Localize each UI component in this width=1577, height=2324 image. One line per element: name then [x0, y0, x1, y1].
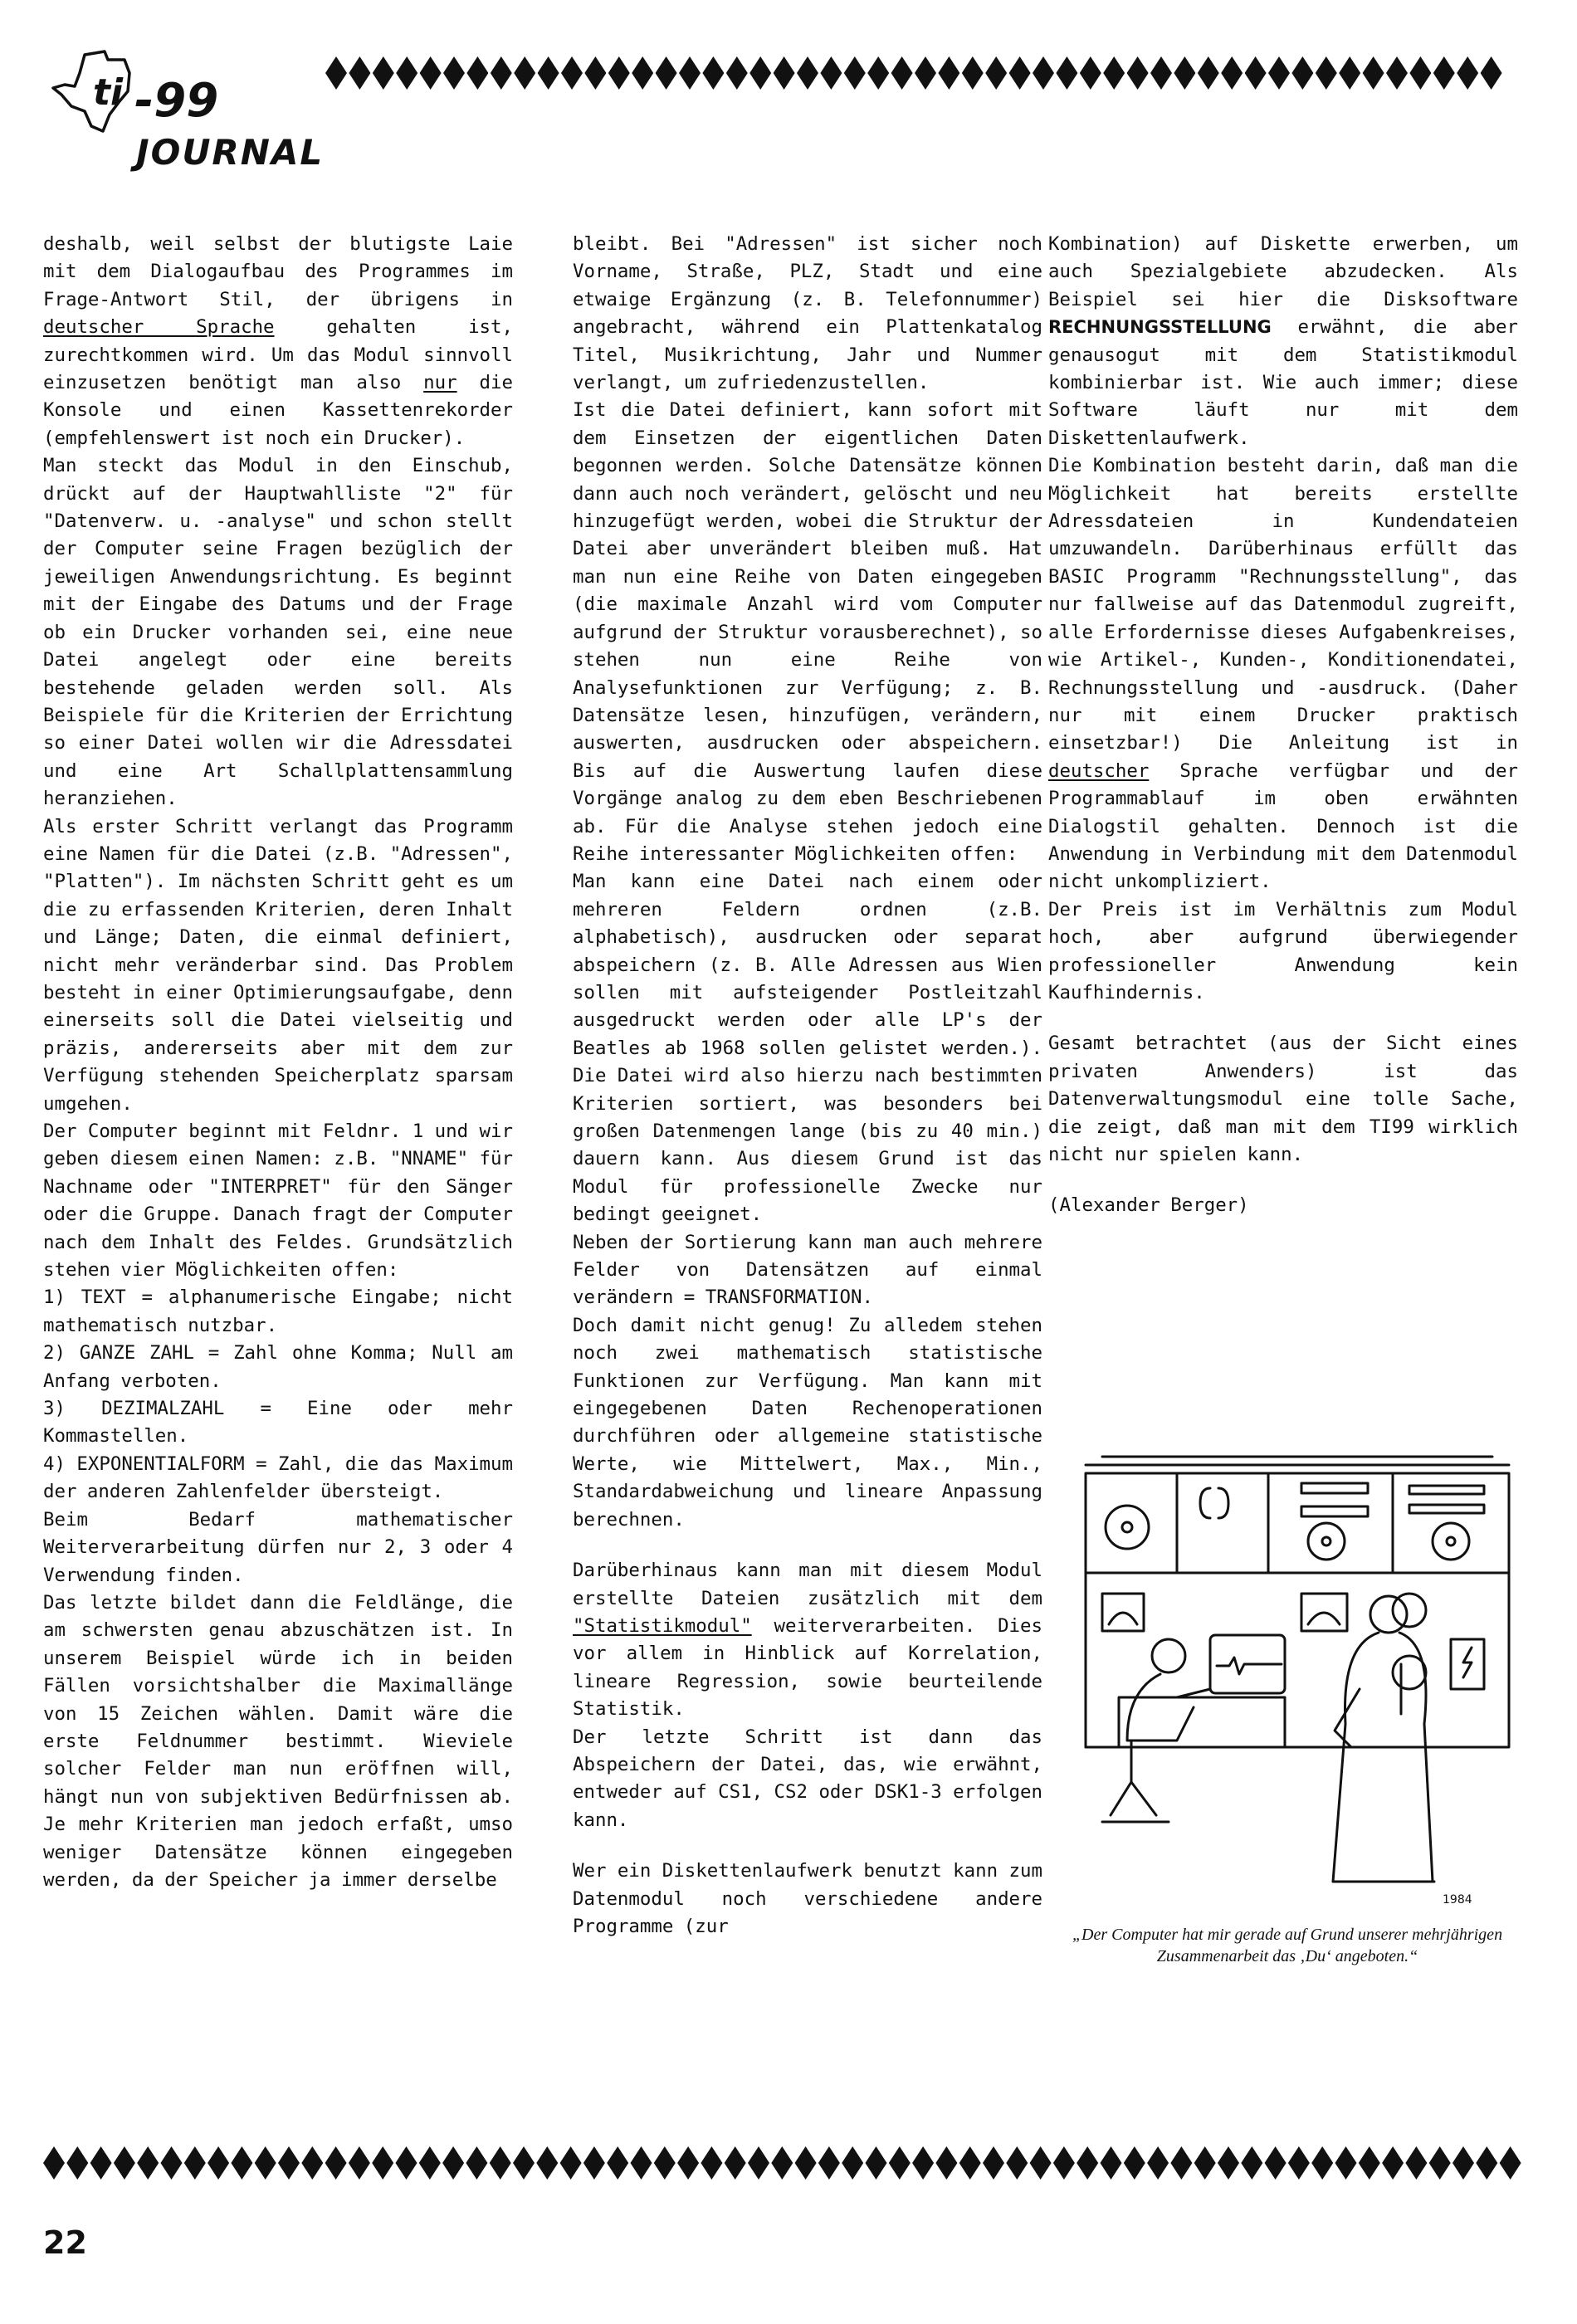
diamond-icon: [866, 2146, 887, 2180]
diamond-icon: [1316, 56, 1337, 90]
diamond-icon: [349, 2146, 370, 2180]
diamond-icon: [726, 56, 748, 90]
diamond-icon: [1476, 2146, 1497, 2180]
diamond-icon: [420, 56, 442, 90]
paragraph: [1048, 896, 1518, 1008]
paragraph: [43, 1451, 513, 1506]
diamond-icon: [231, 2146, 252, 2180]
bottom-diamond-border: [0, 2143, 1577, 2183]
paragraph: [573, 868, 1042, 1228]
diamond-icon: [1009, 56, 1031, 90]
text-run: Darüberhinaus kann man mit diesem Modul erstellte Dateien zusätzlich mit dem: [573, 1560, 1042, 1609]
logo-number: -99: [134, 74, 219, 128]
diamond-icon: [867, 56, 889, 90]
diamond-icon: [654, 2146, 676, 2180]
article-column-1: [43, 231, 513, 1894]
diamond-icon: [656, 56, 677, 90]
diamond-icon: [396, 56, 417, 90]
paragraph: [573, 397, 1042, 868]
diamond-icon: [985, 56, 1007, 90]
text-run: Sprache verfügbar und der Programmablauf im oben erwähnten Dialogstil gehalten. Dennoch ist die Anwendung in Verbindung mit dem Datenmodul nicht unkompliziert.: [1048, 759, 1518, 893]
diamond-icon: [912, 2146, 934, 2180]
diamond-icon: [1409, 56, 1431, 90]
diamond-icon: [962, 56, 984, 90]
diamond-icon: [1339, 56, 1360, 90]
diamond-icon: [1500, 2146, 1521, 2180]
diamond-icon: [1080, 56, 1101, 90]
diamond-icon: [373, 56, 394, 90]
diamond-icon: [820, 56, 842, 90]
text-run: Die Kombination besteht darin, daß man die Möglichkeit hat bereits erstellte Adressdateien in Kundendateien umzuwandeln. Darüberhinaus erfüllt das BASIC Programm "Rechnungsstellung", das nur fallweise auf das Datenmodul zugreift, alle Erfordernisse dieses Aufgabenkreises, wie Artikel-, Kunden-, Konditionendatei, Rechnungsstellung und -ausdruck. (Daher nur mit einem Drucker praktisch einsetzbar!) Die Anleitung ist in: [1048, 455, 1518, 754]
logo-word: JOURNAL: [136, 132, 325, 173]
diamond-icon: [935, 2146, 957, 2180]
diamond-icon: [583, 2146, 605, 2180]
text-run: 3) DEZIMALZAHL = Eine oder mehr Kommastellen.: [43, 1398, 513, 1448]
diamond-icon: [561, 56, 583, 90]
paragraph: [43, 813, 513, 1118]
paragraph: [43, 1284, 513, 1340]
cartoon-signature: 1984: [1443, 1893, 1472, 1907]
text-run: gehalten ist, zurechtkommen wird. Um das Modul sinnvoll einzusetzen benötigt man also: [43, 316, 513, 394]
diamond-icon: [466, 56, 488, 90]
diamond-icon: [1174, 56, 1195, 90]
diamond-icon: [1194, 2146, 1216, 2180]
diamond-icon: [1241, 2146, 1262, 2180]
diamond-icon: [1288, 2146, 1310, 2180]
text-run: Kombination) auf Diskette erwerben, um auch Spezialgebiete abzudecken. Als Beispiel sei hier die Disksoftware: [1048, 233, 1518, 310]
diamond-icon: [137, 2146, 159, 2180]
diamond-icon: [677, 2146, 699, 2180]
diamond-icon: [90, 2146, 112, 2180]
paragraph: [1048, 1192, 1518, 1219]
text-run: 4) EXPONENTIALFORM = Zahl, die das Maximum der anderen Zahlenfelder übersteigt.: [43, 1452, 513, 1503]
diamond-icon: [1124, 2146, 1145, 2180]
diamond-icon: [1030, 2146, 1052, 2180]
article-column-2: [573, 231, 1042, 1941]
paragraph: [1048, 1030, 1518, 1169]
text-run: (Alexander Berger): [1048, 1194, 1249, 1217]
paragraph: [573, 231, 1042, 397]
diamond-icon: [513, 2146, 535, 2180]
paragraph: [43, 1118, 513, 1284]
diamond-icon: [1033, 56, 1054, 90]
diamond-icon: [538, 56, 559, 90]
diamond-icon: [491, 56, 512, 90]
text-run: 1) TEXT = alphanumerische Eingabe; nicht mathematisch nutzbar.: [43, 1286, 513, 1336]
diamond-icon: [1170, 2146, 1192, 2180]
text-run: Als erster Schritt verlangt das Programm eine Namen für die Datei (z.B. "Adressen", "Platten"). Im nächsten Schritt geht es um die zu erfassenden Kriterien, deren Inhalt und Länge; Daten, die einmal definiert, nicht mehr veränderbar sind. Das Problem besteht in einer Optimierungsaufgabe, denn einerseits soll die Datei vielseitig und präzis, andererseits aber mit dem zur Verfügung stehenden Speicherplatz sparsam umgehen.: [43, 815, 513, 1115]
text-run: Der letzte Schritt ist dann das Abspeichern der Datei, das, wie erwähnt, entweder auf CS1, CS2 oder DSK1-3 erfolgen kann.: [573, 1726, 1042, 1831]
text-run: Man steckt das Modul in den Einschub, drückt auf der Hauptwahlliste "2" für "Datenverw. u. -analyse" und schon stellt der Computer seine Fragen bezüglich der jeweiligen Anwendungsrichtung. Es beginnt mit der Eingabe des Datums und der Frage ob ein Drucker vorhanden sei, eine neue Datei angelegt oder eine bereits bestehende geladen werden soll. Als Beispiele für die Kriterien der Errichtung so einer Datei wollen wir die Adressdatei und eine Art Schallplattensammlung heranziehen.: [43, 455, 513, 810]
paragraph: [43, 1395, 513, 1451]
diamond-icon: [1053, 2146, 1075, 2180]
diamond-icon: [301, 2146, 323, 2180]
paragraph: [43, 452, 513, 813]
paragraph: [1048, 231, 1518, 452]
diamond-icon: [1382, 2146, 1404, 2180]
diamond-icon: [725, 2146, 746, 2180]
diamond-icon: [1101, 2146, 1122, 2180]
computer-cartoon-illustration: [1052, 1448, 1522, 1913]
svg-text:ti: ti: [93, 71, 124, 114]
underlined-term: "Statistikmodul": [573, 1614, 752, 1637]
diamond-icon: [702, 56, 724, 90]
diamond-icon: [797, 56, 818, 90]
paragraph: [573, 1557, 1042, 1723]
diamond-icon: [679, 56, 701, 90]
diamond-icon: [844, 56, 866, 90]
diamond-icon: [255, 2146, 276, 2180]
text-run: Wer ein Diskettenlaufwerk benutzt kann zum Datenmodul noch verschiedene andere Programme (zur: [573, 1860, 1042, 1937]
diamond-icon: [701, 2146, 722, 2180]
text-run: Ist die Datei definiert, kann sofort mit dem Einsetzen der eigentlichen Daten begonnen werden. Solche Datensätze können dann auch noch verändert, gelöscht und neu hinzugefügt werden, wobei die Struktur der Datei aber unverändert bleiben muß. Hat man nun eine Reihe von Daten eingegeben (die maximale Anzahl wird vom Computer aufgrund der Struktur vorausberechnet), so stehen nun eine Reihe von Analysefunktionen zur Verfügung; z. B. Datensätze lesen, hinzufügen, verändern, auswerten, ausdrucken oder abspeichern. Bis auf die Auswertung laufen diese Vorgänge analog zu dem eben Beschriebenen ab. Für die Analyse stehen jedoch eine Reihe interessanter Möglichkeiten offen:: [573, 399, 1042, 865]
text-run: Gesamt betrachtet (aus der Sicht eines privaten Anwenders) ist das Datenverwaltungsmodul eine tolle Sache, die zeigt, daß man mit dem TI99 wirklich nicht nur spielen kann.: [1048, 1033, 1518, 1165]
text-run: Der Preis ist im Verhältnis zum Modul hoch, aber aufgrund überwiegender professioneller Anwendung kein Kaufhindernis.: [1048, 898, 1518, 1003]
top-diamond-border: [0, 53, 1577, 93]
diamond-icon: [208, 2146, 229, 2180]
diamond-icon: [632, 56, 653, 90]
text-run: Doch damit nicht genug! Zu alledem stehen noch zwei mathematisch statistische Funktionen zur Verfügung. Man kann mit eingegebenen Daten Rechenoperationen durchführen oder allgemeine statistische Werte, wie Mittelwert, Max., Min., Standardabweichung und lineare Anpassung berechnen.: [573, 1314, 1042, 1531]
diamond-icon: [608, 56, 630, 90]
text-run: 2) GANZE ZAHL = Zahl ohne Komma; Null am Anfang verboten.: [43, 1342, 513, 1392]
text-run: Der Computer beginnt mit Feldnr. 1 und wir geben diesem einen Namen: z.B. "NNAME" für Nachname oder "INTERPRET" für den Sänger oder die Gruppe. Danach fragt der Computer nach dem Inhalt des Feldes. Grundsätzlich stehen vier Möglichkeiten offen:: [43, 1120, 513, 1282]
diamond-icon: [1147, 2146, 1169, 2180]
diamond-icon: [114, 2146, 135, 2180]
diamond-icon: [748, 2146, 769, 2180]
diamond-icon: [1265, 2146, 1286, 2180]
diamond-icon: [443, 56, 465, 90]
paragraph: [573, 1858, 1042, 1941]
diamond-icon: [536, 2146, 558, 2180]
paragraph: [1048, 452, 1518, 896]
text-run: erwähnt, die aber genausogut mit dem Statistikmodul kombinierbar ist. Wie auch immer; diese Software läuft nur mit dem Diskettenlaufwerk.: [1048, 316, 1518, 449]
diamond-icon: [889, 2146, 911, 2180]
diamond-icon: [818, 2146, 840, 2180]
diamond-icon: [419, 2146, 441, 2180]
diamond-icon: [278, 2146, 300, 2180]
diamond-icon: [325, 56, 347, 90]
diamond-icon: [891, 56, 913, 90]
diamond-icon: [442, 2146, 464, 2180]
diamond-icon: [959, 2146, 981, 2180]
paragraph: [43, 1340, 513, 1395]
diamond-icon: [66, 2146, 88, 2180]
diamond-icon: [1268, 56, 1290, 90]
paragraph: [573, 1229, 1042, 1312]
diamond-icon: [1363, 56, 1384, 90]
diamond-icon: [1221, 56, 1243, 90]
diamond-icon: [349, 56, 370, 90]
diamond-icon: [1198, 56, 1219, 90]
diamond-icon: [938, 56, 959, 90]
diamond-icon: [43, 2146, 65, 2180]
text-run: deshalb, weil selbst der blutigste Laie mit dem Dialogaufbau des Programmes im Frage-Antwort Stil, der übrigens in: [43, 233, 513, 310]
diamond-icon: [1056, 56, 1077, 90]
diamond-icon: [771, 2146, 793, 2180]
diamond-icon: [161, 2146, 183, 2180]
diamond-icon: [1481, 56, 1502, 90]
diamond-icon: [514, 56, 535, 90]
diamond-icon: [1405, 2146, 1427, 2180]
cartoon-caption: „Der Computer hat mir gerade auf Grund unserer mehrjährigen Zusammenarbeit das ‚Du‘ angeboten.“: [1072, 1926, 1503, 1965]
underlined-term: deutscher: [1048, 759, 1150, 782]
underlined-term: nur: [423, 372, 457, 394]
diamond-icon: [1127, 56, 1149, 90]
text-run: weiterverarbeiten. Dies vor allem in Hinblick auf Korrelation, lineare Regression, sowie beurteilende Statistik.: [573, 1614, 1042, 1721]
diamond-icon: [774, 56, 795, 90]
diamond-icon: [1006, 2146, 1028, 2180]
paragraph: [573, 1312, 1042, 1534]
diamond-icon: [1429, 2146, 1451, 2180]
text-run: Beim Bedarf mathematischer Weiterverarbeitung dürfen nur 2, 3 oder 4 Verwendung finden.: [43, 1508, 513, 1586]
text-run: Neben der Sortierung kann man auch mehrere Felder von Datensätzen auf einmal verändern = TRANSFORMATION.: [573, 1231, 1042, 1309]
diamond-icon: [983, 2146, 1004, 2180]
text-run: Man kann eine Datei nach einem oder mehreren Feldern ordnen (z.B. alphabetisch), ausdrucken oder separat abspeichern (z. B. Alle Adressen aus Wien sollen mit aufsteigender Postleitzahl ausgedruckt werden oder alle LP's der Beatles ab 1968 sollen gelistet werden.). Die Datei wird also hierzu nach bestimmten Kriterien sortiert, was besonders bei großen Datenmengen lange (bis zu 40 min.) dauern kann. Aus diesem Grund ist das Modul für professionelle Zwecke nur bedingt geeignet.: [573, 871, 1042, 1226]
diamond-icon: [372, 2146, 393, 2180]
diamond-icon: [1452, 2146, 1474, 2180]
diamond-icon: [1103, 56, 1125, 90]
diamond-icon: [1077, 2146, 1098, 2180]
text-run: Das letzte bildet dann die Feldlänge, die am schwersten genau abzuschätzen ist. In unserem Beispiel würde ich in beiden Fällen vorsichtshalber die Maximallänge von 15 Zeichen wählen. Damit wäre die erste Feldnummer bestimmt. Wieviele solcher Felder man nun eröffnen will, hängt nun von subjektiven Bedürfnissen ab. Je mehr Kriterien man jedoch erfaßt, umso weniger Datensätze können eingegeben werden, da der Speicher ja immer derselbe: [43, 1591, 513, 1891]
diamond-icon: [560, 2146, 582, 2180]
diamond-icon: [466, 2146, 487, 2180]
text-run: bleibt. Bei "Adressen" ist sicher noch Vorname, Straße, PLZ, Stadt und eine etwaige Ergänzung (z. B. Telefonnummer) angebracht, während ein Plattenkatalog Titel, Musikrichtung, Jahr und Nummer verlangt, um zufriedenzustellen.: [573, 233, 1042, 394]
diamond-icon: [1291, 56, 1313, 90]
diamond-icon: [915, 56, 936, 90]
diamond-icon: [842, 2146, 863, 2180]
diamond-icon: [631, 2146, 652, 2180]
diamond-icon: [325, 2146, 347, 2180]
paragraph: [43, 231, 513, 452]
diamond-icon: [396, 2146, 417, 2180]
page-number: 22: [43, 2224, 87, 2261]
paragraph: [43, 1506, 513, 1589]
diamond-icon: [1335, 2146, 1357, 2180]
diamond-icon: [749, 56, 771, 90]
underlined-term: deutscher Sprache: [43, 316, 275, 339]
diamond-icon: [1457, 56, 1478, 90]
diamond-icon: [490, 2146, 511, 2180]
diamond-icon: [795, 2146, 817, 2180]
diamond-icon: [607, 2146, 628, 2180]
article-column-3: [1048, 231, 1518, 1220]
diamond-icon: [1433, 56, 1455, 90]
paragraph: [43, 1589, 513, 1894]
diamond-icon: [1218, 2146, 1239, 2180]
text-run: die Konsole und einen Kassettenrekorder (empfehlenswert ist noch ein Drucker).: [43, 372, 513, 449]
diamond-icon: [584, 56, 606, 90]
diamond-icon: [1311, 2146, 1333, 2180]
paragraph: [573, 1724, 1042, 1835]
diamond-icon: [1359, 2146, 1380, 2180]
diamond-icon: [184, 2146, 206, 2180]
diamond-icon: [1150, 56, 1172, 90]
diamond-icon: [1245, 56, 1267, 90]
product-name: RECHNUNGSSTELLUNG: [1048, 317, 1272, 338]
diamond-icon: [1386, 56, 1408, 90]
